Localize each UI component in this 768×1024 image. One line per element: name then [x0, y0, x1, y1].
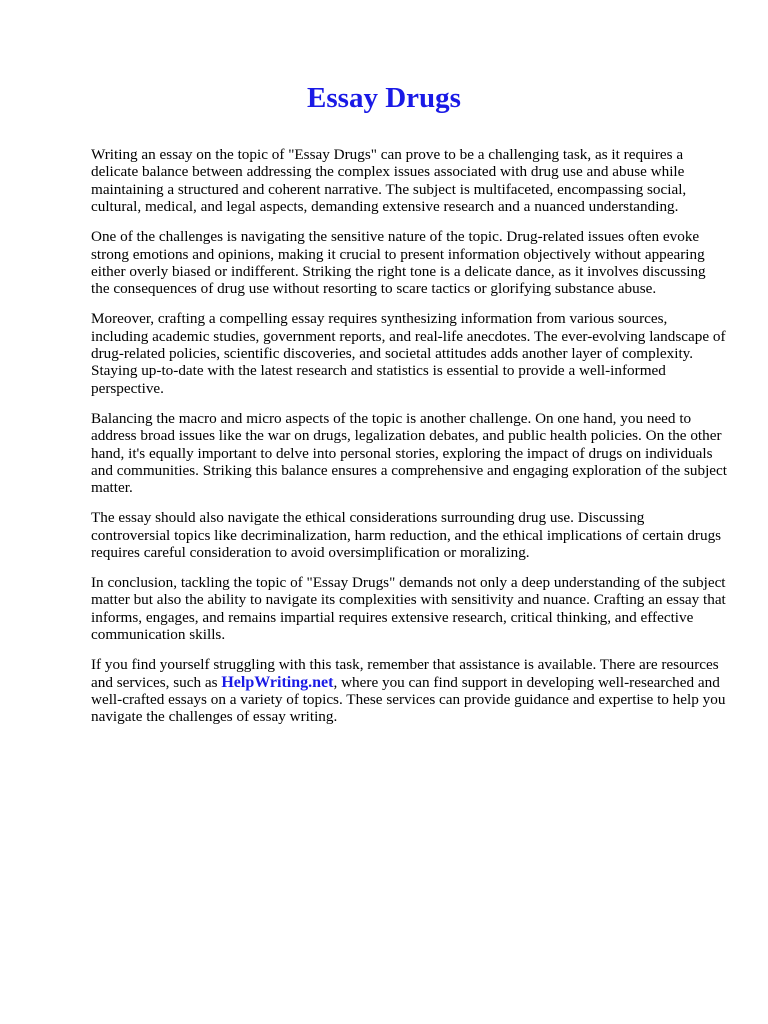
essay-body	[91, 146, 727, 738]
paragraph-sensitivity: One of the challenges is navigating the sensitive nature of the topic. Drug-related issues often evoke strong emotions and opinions, making it crucial to present information objectively without appearing either overly biased or indifferent. Striking the right tone is a delicate dance, as it involves discussing the consequences of drug use without resorting to scare tactics or glorifying substance abuse.	[91, 228, 706, 298]
page-title: Essay Drugs	[307, 82, 461, 114]
assistance-text-before: If you find yourself struggling with this task, remember that assistance is available. There are resources and services, such as	[91, 656, 719, 691]
helpwriting-link[interactable]: HelpWriting.net	[221, 673, 334, 691]
paragraph-conclusion: In conclusion, tackling the topic of "Essay Drugs" demands not only a deep understanding of the subject matter but also the ability to navigate its complexities with sensitivity and nuance. Crafting an essay that informs, engages, and remains impartial requires extensive research, critical thinking, and effective communication skills.	[91, 574, 726, 644]
paragraph-assistance	[91, 656, 727, 726]
paragraph-sources: Moreover, crafting a compelling essay requires synthesizing information from various sources, including academic studies, government reports, and real-life anecdotes. The ever-evolving landscape of drug-related policies, scientific discoveries, and societal attitudes adds another layer of complexity. Staying up-to-date with the latest research and statistics is essential to provide a well-informed perspective.	[91, 310, 726, 397]
paragraph-intro: Writing an essay on the topic of "Essay Drugs" can prove to be a challenging task, as it requires a delicate balance between addressing the complex issues associated with drug use and abuse while maintaining a structured and coherent narrative. The subject is multifaceted, encompassing social, cultural, medical, and legal aspects, demanding extensive research and a nuanced understanding.	[91, 146, 687, 216]
paragraph-ethics: The essay should also navigate the ethical considerations surrounding drug use. Discussing controversial topics like decriminalization, harm reduction, and the ethical implications of certain drugs requires careful consideration to avoid oversimplification or moralizing.	[91, 509, 722, 562]
paragraph-balance: Balancing the macro and micro aspects of the topic is another challenge. On one hand, you need to address broad issues like the war on drugs, legalization debates, and public health policies. On the other hand, it's equally important to delve into personal stories, exploring the impact of drugs on individuals and communities. Striking this balance ensures a comprehensive and engaging exploration of the subject matter.	[91, 409, 728, 497]
assistance-text-after: , where you can find support in developing well-researched and well-crafted essays on a variety of topics. These services can provide guidance and expertise to help you navigate the challenges of essay writing.	[91, 673, 726, 726]
